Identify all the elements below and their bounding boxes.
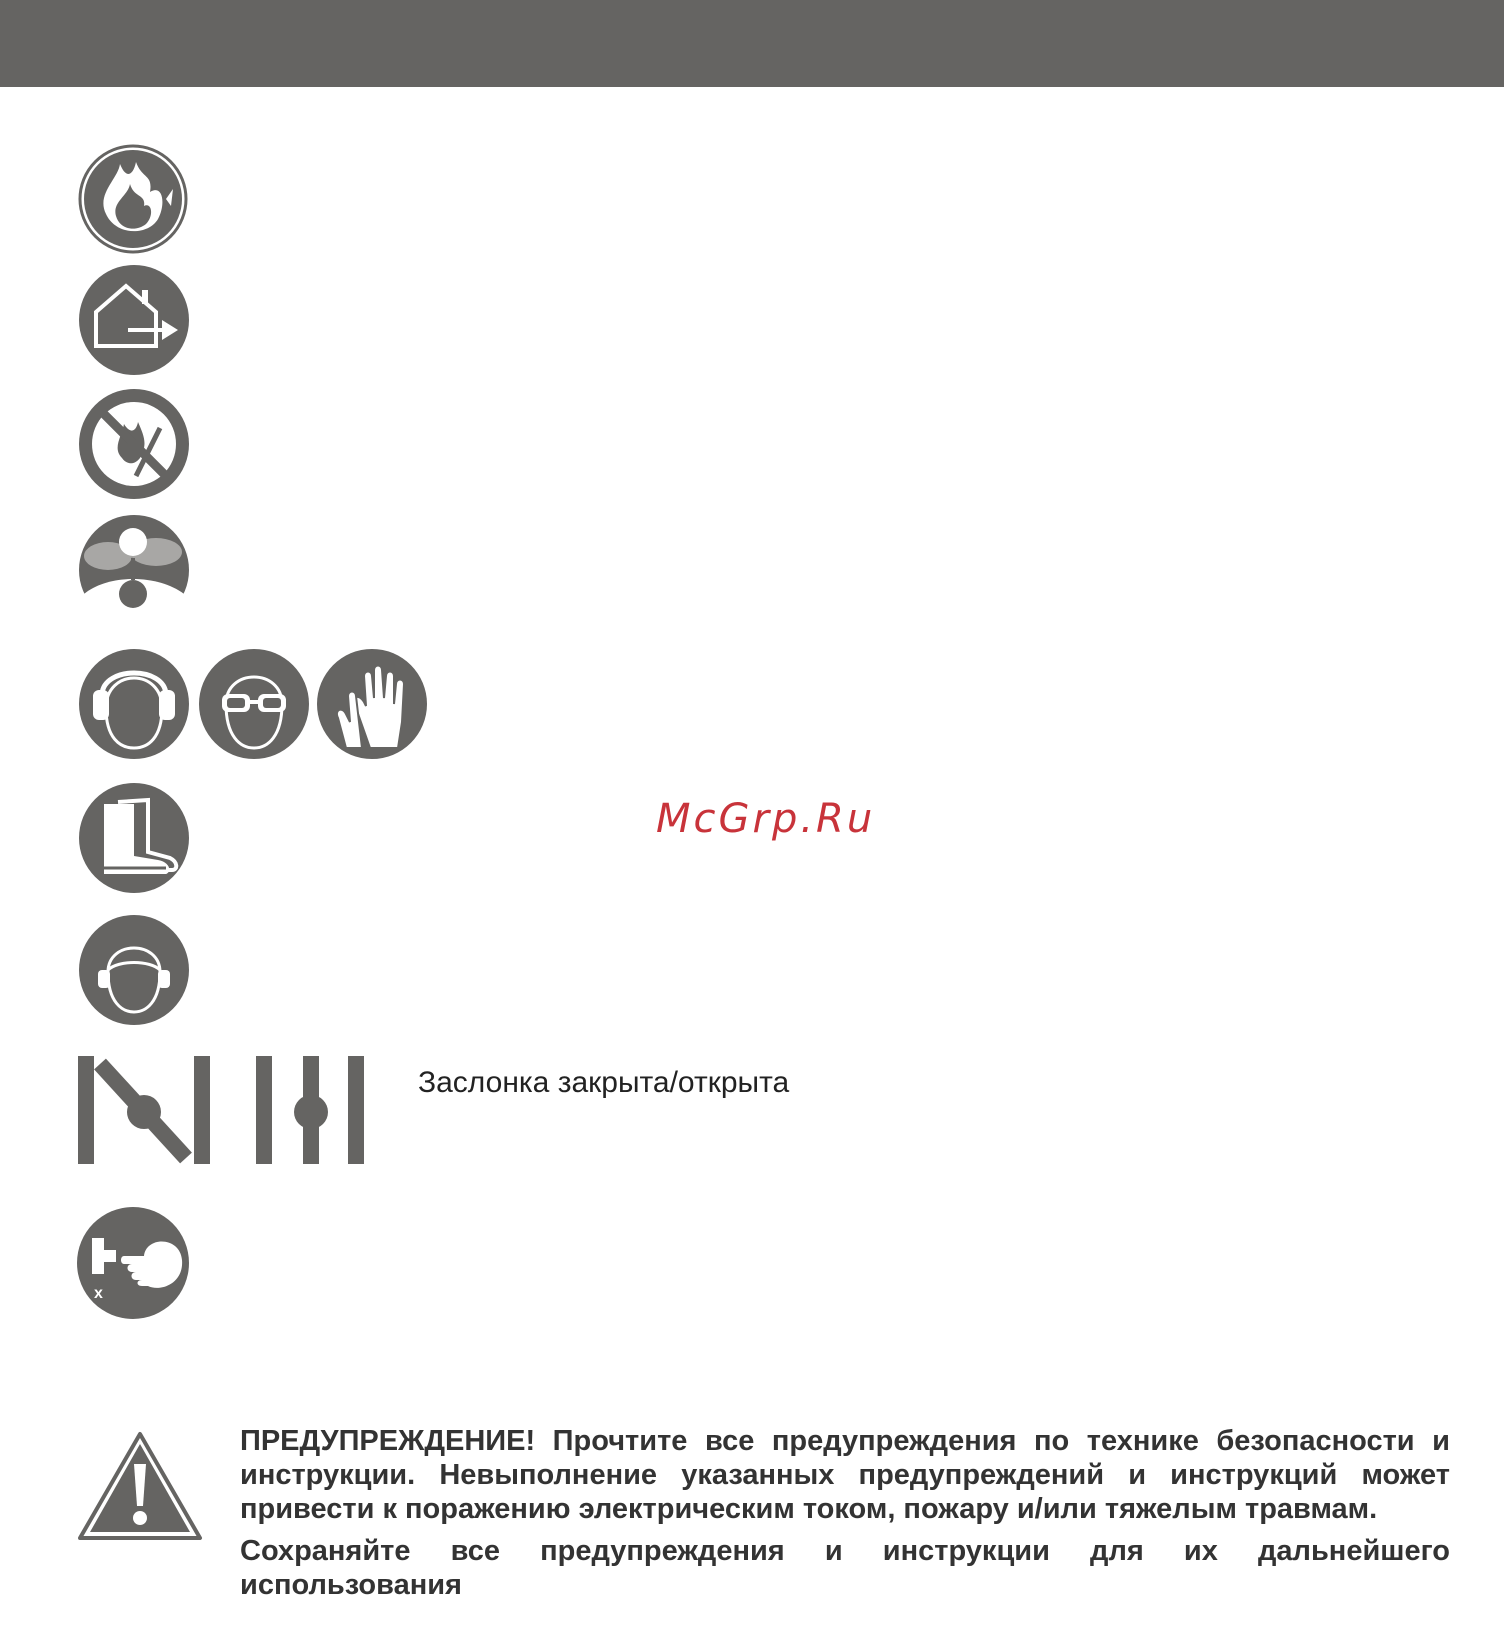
head-protection-icon bbox=[78, 914, 190, 1026]
do-not-press-button-icon bbox=[76, 1206, 190, 1320]
header-bar bbox=[0, 0, 1504, 87]
eye-protection-icon bbox=[198, 648, 310, 760]
warning-block bbox=[240, 1424, 1450, 1610]
toxic-fumes-icon bbox=[78, 514, 190, 626]
damper-label: Заслонка закрыта/открыта bbox=[418, 1066, 790, 1099]
warning-triangle-icon bbox=[76, 1430, 204, 1544]
watermark: McGrp.Ru bbox=[656, 796, 876, 842]
fire-hazard-icon bbox=[78, 144, 188, 254]
svg-text:x: x bbox=[94, 1285, 103, 1302]
use-outdoors-icon bbox=[78, 264, 190, 376]
warning-paragraph-2: Сохраняйте все предупреждения и инструкции для их дальнейшего использования bbox=[240, 1535, 1450, 1601]
safety-boots-icon bbox=[78, 782, 190, 894]
ear-protection-icon bbox=[78, 648, 190, 760]
warning-paragraph-1 bbox=[240, 1424, 1450, 1526]
no-open-flame-icon bbox=[78, 388, 190, 500]
warning-text-1: Прочтите все предупреждения по технике безопасности и инструкции. Невыполнение указанных предупреждений и инструкций может привести к поражению электрическим током, пожару и/или тяжелым травмам. bbox=[240, 1425, 1450, 1525]
damper-closed-open-icon bbox=[78, 1054, 368, 1166]
warning-lead: ПРЕДУПРЕЖДЕНИЕ! bbox=[240, 1425, 536, 1457]
protective-gloves-icon bbox=[316, 648, 428, 760]
